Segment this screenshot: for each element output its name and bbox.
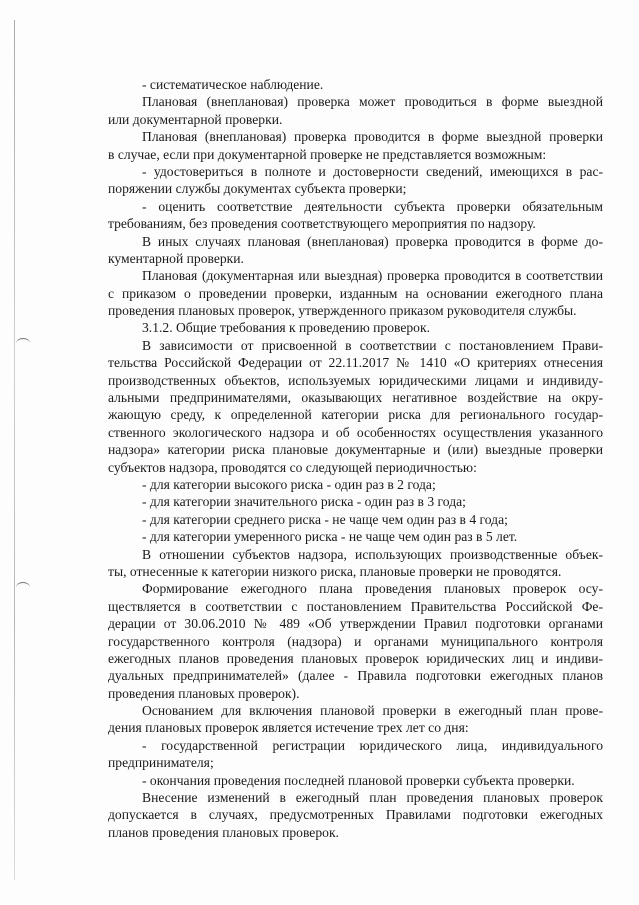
text-line: - для категории умеренного риска - не чаще чем один раз в 5 лет. <box>142 529 518 545</box>
text-line: - для категории среднего риска - не чаще чем один раз в 4 года; <box>142 511 508 527</box>
text-line: в случае, если при документарной проверке не представляется возможным: <box>108 146 547 162</box>
text-line: государственного контроля (надзора) и органами муниципального контроля <box>108 633 603 649</box>
text-line: или документарной проверки. <box>108 111 283 127</box>
text-line: с приказом о проведении проверки, изданным на основании ежегодного плана <box>108 285 603 301</box>
text-line: - окончания проведения последней плановой проверки субъекта проверки. <box>142 772 575 788</box>
scan-hole-mark <box>16 338 30 349</box>
text-line: жающую среду, к определенной категории риска для регионального государ- <box>108 407 603 423</box>
scan-binding-edge <box>14 20 15 880</box>
text-line: требованиям, без проведения соответствующего мероприятия по надзору. <box>108 216 536 232</box>
text-line: надзора» категории риска плановые документарные и (или) выездные проверки <box>108 442 603 458</box>
text-line: В зависимости от присвоенной в соответствии с постановлением Прави- <box>142 337 603 353</box>
text-line: - для категории значительного риска - один раз в 3 года; <box>142 494 466 510</box>
text-line: дения плановых проверок является истечение трех лет со дня: <box>108 720 469 736</box>
text-line: Плановая (внеплановая) проверка может проводиться в форме выездной <box>142 94 603 110</box>
text-line: - для категории высокого риска - один раз в 2 года; <box>142 476 436 492</box>
text-line: производственных объектов, используемых юридическими лицами и индивиду- <box>108 372 603 388</box>
text-line: ществляется в соответствии с постановлением Правительства Российской Фе- <box>108 598 603 614</box>
text-line: - систематическое наблюдение. <box>142 77 324 92</box>
text-line: проведения плановых проверок). <box>108 685 300 701</box>
text-line: поряжении службы документах субъекта проверки; <box>108 181 407 197</box>
text-line: Плановая (документарная или выездная) проверка проводится в соответствии <box>142 268 603 284</box>
text-line: кументарной проверки. <box>108 250 244 266</box>
document-body-text <box>108 76 603 841</box>
text-line: ственного экологического надзора и об особенностях осуществления указанного <box>108 424 603 440</box>
text-line: В иных случаях плановая (внеплановая) проверка проводится в форме до- <box>142 233 603 249</box>
text-line: В отношении субъектов надзора, использующих производственные объек- <box>142 546 603 562</box>
text-line: дуальных предпринимателей» (далее - Правила подготовки ежегодных планов <box>108 668 603 684</box>
scan-hole-mark <box>16 582 30 593</box>
text-line: допускается в случаях, предусмотренных Правилами подготовки ежегодных <box>108 807 603 823</box>
text-line: предпринимателя; <box>108 755 214 771</box>
text-line: 3.1.2. Общие требования к проведению проверок. <box>142 320 430 336</box>
text-line: субъектов надзора, проводятся со следующей периодичностью: <box>108 459 477 475</box>
text-line: проведения плановых проверок, утвержденного приказом руководителя службы. <box>108 303 577 319</box>
text-line: Основанием для включения плановой проверки в ежегодный план прове- <box>142 703 603 719</box>
text-line: Плановая (внеплановая) проверка проводится в форме выездной проверки <box>142 129 603 145</box>
text-line: тельства Российской Федерации от 22.11.2017 № 1410 «О критериях отнесения <box>108 355 603 371</box>
text-line: альными предпринимателями, оказывающих негативное воздействие на окру- <box>108 390 603 406</box>
text-line: дерации от 30.06.2010 № 489 «Об утверждении Правил подготовки органами <box>108 616 603 632</box>
text-line: - оценить соответствие деятельности субъекта проверки обязательным <box>142 198 603 214</box>
text-line: ежегодных планов проведения плановых проверок юридических лиц и индиви- <box>108 650 603 666</box>
text-line: Внесение изменений в ежегодный план проведения плановых проверок <box>142 790 603 806</box>
text-line: - удостовериться в полноте и достоверности сведений, имеющихся в рас- <box>142 163 603 179</box>
text-line: планов проведения плановых проверок. <box>108 824 339 840</box>
text-line: Формирование ежегодного плана проведения плановых проверок осу- <box>142 581 603 597</box>
text-line: ты, отнесенные к категории низкого риска, плановые проверки не проводятся. <box>108 563 562 579</box>
text-line: - государственной регистрации юридического лица, индивидуального <box>142 737 603 753</box>
